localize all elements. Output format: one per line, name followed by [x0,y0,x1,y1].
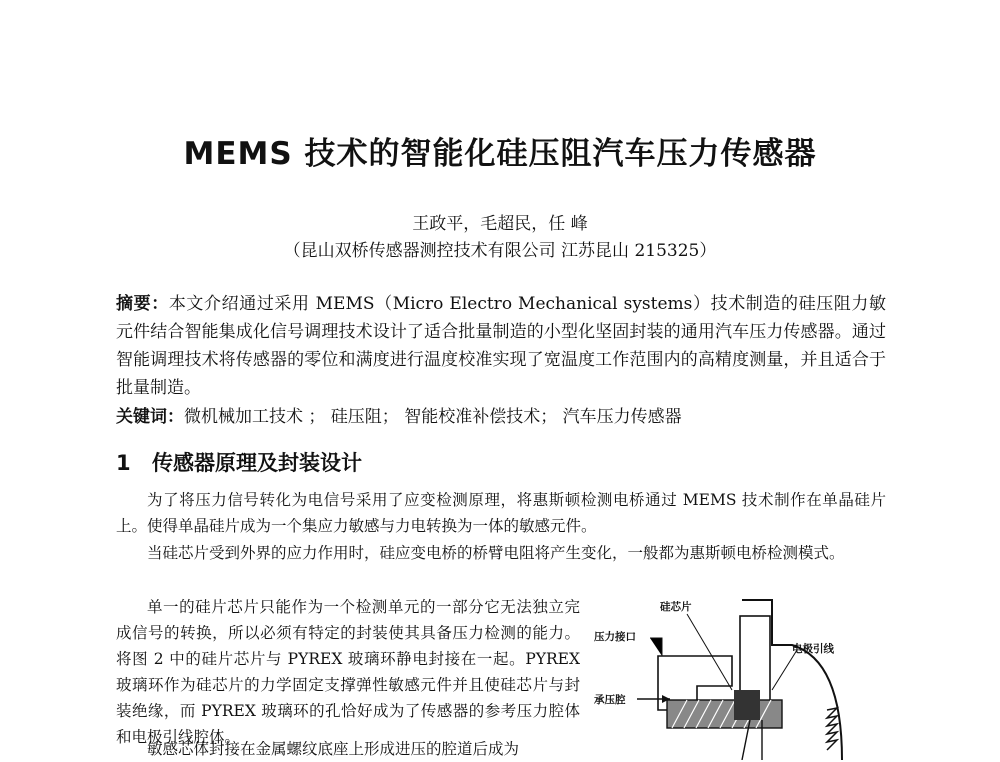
housing-outline [742,600,842,760]
chip-block [734,690,760,720]
section-number: 1 [116,451,131,475]
abstract-label: 摘要： [116,294,169,314]
label-chip: 硅芯片 [660,601,692,613]
sensor-package-figure [592,590,892,760]
paragraph: 为了将压力信号转化为电信号采用了应变检测原理，将惠斯顿检测电桥通过 MEMS 技术制作在单晶硅片上。使得单晶硅片成为一个集应力敏感与力电转换为一体的敏感元件。 [116,491,886,535]
section-heading [116,447,362,477]
keywords [116,403,886,431]
leader-port [650,638,662,656]
label-electrode-lead: 电极引线 [792,643,834,655]
section-title: 传感器原理及封装设计 [152,451,362,475]
leader-lead [772,650,797,690]
spring-coil [827,708,837,750]
authors: 王政平，毛超民，任 峰 [412,214,588,234]
affiliation: （昆山双桥传感器测控技术有限公司 江苏昆山 215325） [283,241,717,261]
keywords-label: 关键词： [116,407,184,427]
label-pressure-cavity: 承压腔 [594,694,626,706]
paper-title: MEMS 技术的智能化硅压阻汽车压力传感器 [183,136,817,172]
paragraph: 当硅芯片受到外界的应力作用时，硅应变电桥的桥臂电阻将产生变化，一般都为惠斯顿电桥检测模式。 [147,544,845,562]
leader-chip [687,614,732,690]
label-pressure-port: 压力接口 [594,631,636,643]
paragraph: 单一的硅片芯片只能作为一个检测单元的一部分它无法独立完成信号的转换，所以必须有特定的封装使其具备压力检测的能力。将图 2 中的硅片芯片与 PYREX 玻璃环静电封接在一起。PYREX 玻璃环作为硅芯片的力学固定支撑弹性敏感元件并且使硅芯片与封装绝缘，而 PYREX 玻璃环的孔恰好成为了传感器的参考压力腔体和电极引线腔体。 [116,598,580,746]
abstract-text: 本文介绍通过采用 MEMS（Micro Electro Mechanical systems）技术制造的硅压阻力敏元件结合智能集成化信号调理技术设计了适合批量制造的小型化坚固封装的通用汽车压力传感器。通过智能调理技术将传感器的零位和满度进行温度校准实现了宽温度工作范围内的高精度测量，并且适合于批量制造。 [116,294,887,398]
paragraph: 敏感芯体封接在金属螺纹底座上形成进压的腔道后成为 [147,740,520,758]
abstract [116,290,886,402]
keywords-text: 微机械加工技术 ； 硅压阻； 智能校准补偿技术； 汽车压力传感器 [184,407,682,427]
